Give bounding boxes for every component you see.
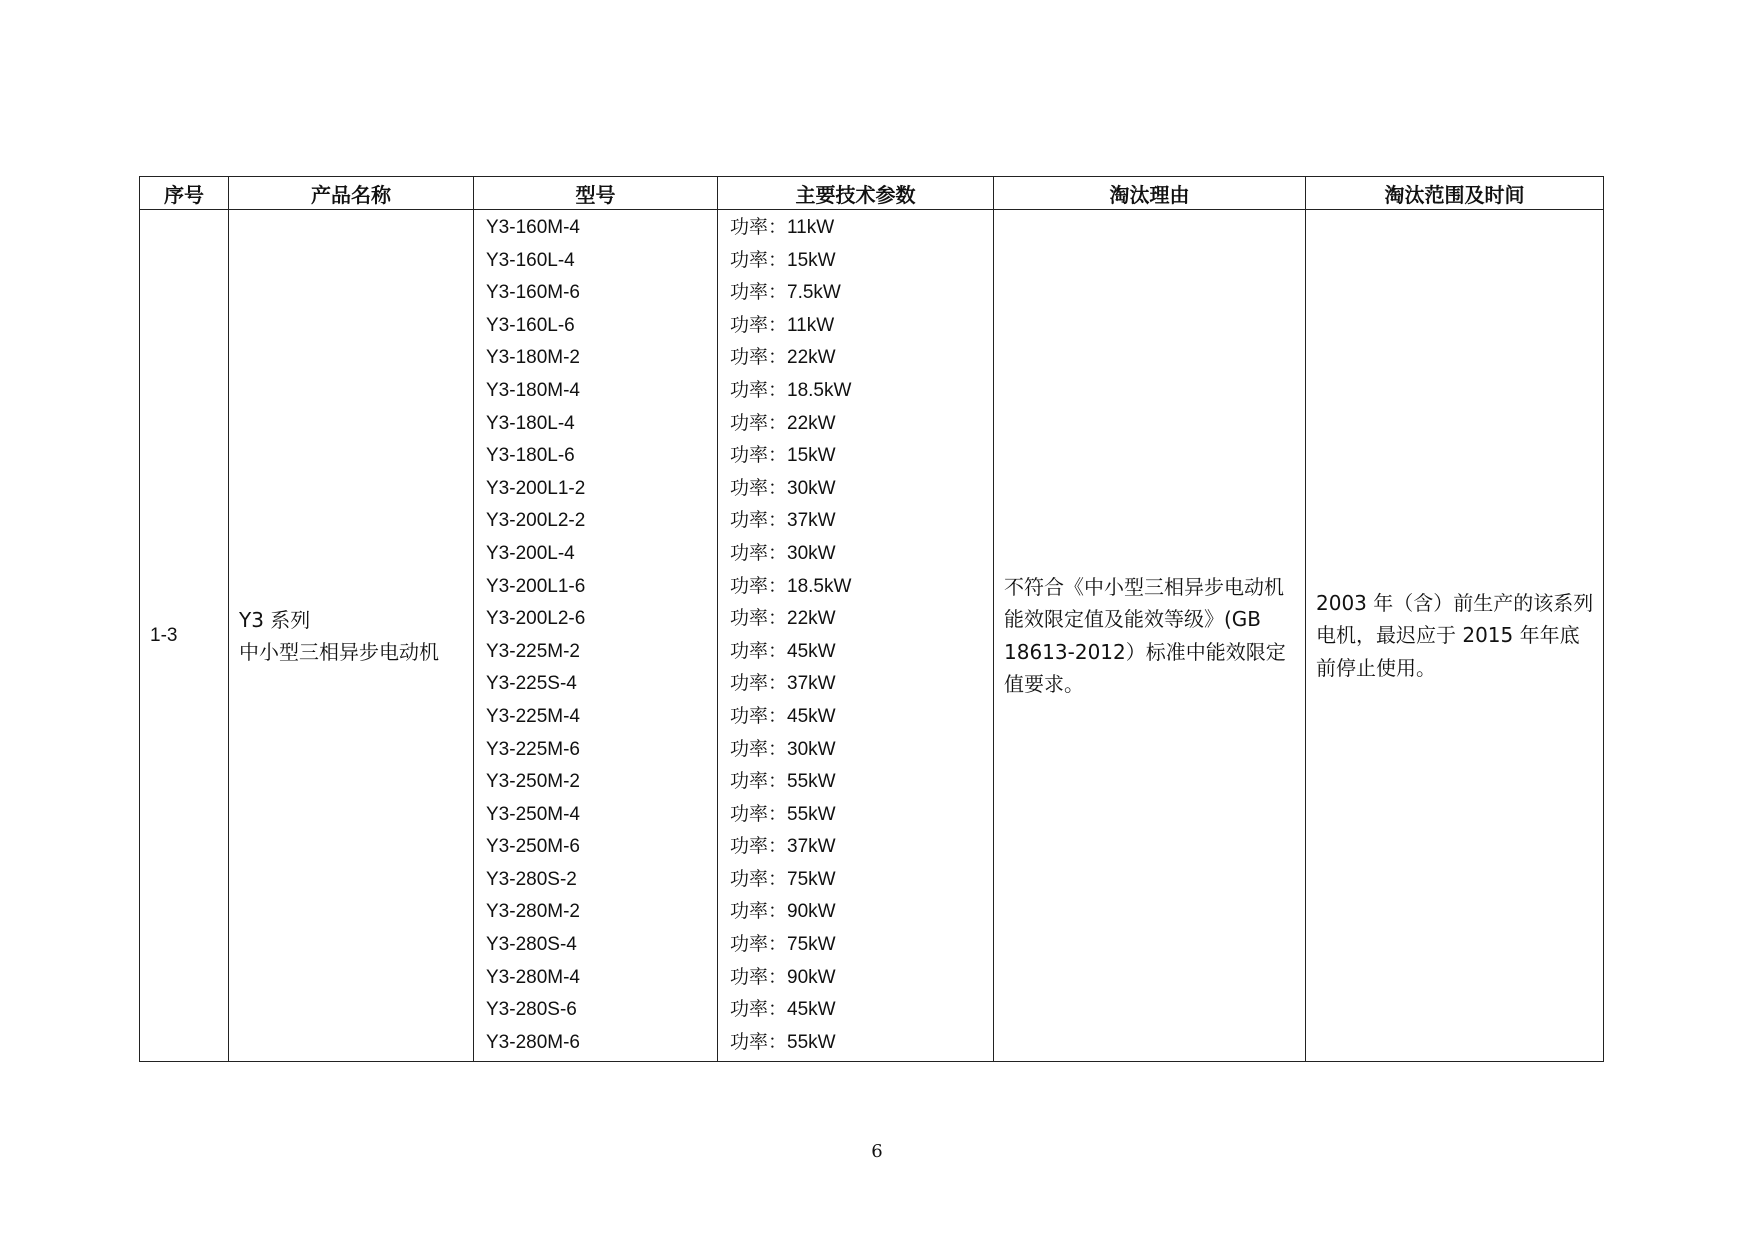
model-item: Y3-200L2-2 [486, 510, 586, 532]
param-item: 功率：22kW [730, 608, 836, 630]
header-no: 序号 [140, 177, 229, 210]
param-item: 功率：37kW [730, 673, 836, 695]
scope-cell: 2003 年（含）前生产的该系列电机，最迟应于 2015 年年底前停止使用。 [1306, 210, 1604, 1062]
param-item: 功率：45kW [730, 640, 836, 662]
model-item: Y3-180M-4 [486, 379, 580, 401]
param-item: 功率：11kW [730, 314, 835, 336]
param-item: 功率：55kW [730, 803, 836, 825]
table-row [140, 210, 1604, 1062]
product-name-cell [229, 210, 474, 1062]
product-name: 中小型三相异步电动机 [239, 639, 439, 664]
param-item: 功率：37kW [730, 510, 836, 532]
model-item: Y3-180L-4 [486, 412, 575, 434]
header-main-params: 主要技术参数 [718, 177, 994, 210]
model-item: Y3-160L-4 [486, 249, 575, 271]
model-item: Y3-225M-4 [486, 705, 580, 727]
model-item: Y3-250M-6 [486, 836, 580, 858]
model-item: Y3-280M-2 [486, 901, 580, 923]
model-item: Y3-250M-4 [486, 803, 580, 825]
header-model: 型号 [474, 177, 718, 210]
param-item: 功率：90kW [730, 966, 836, 988]
model-item: Y3-160M-4 [486, 217, 580, 238]
model-item: Y3-280S-6 [486, 999, 577, 1021]
model-item: Y3-225S-4 [486, 673, 577, 695]
table-header-row [140, 177, 1604, 210]
elimination-table [139, 176, 1604, 1062]
model-item: Y3-280M-4 [486, 966, 580, 988]
model-cell [474, 210, 718, 1062]
param-item: 功率：30kW [730, 477, 836, 499]
model-item: Y3-250M-2 [486, 771, 580, 793]
param-item: 功率：45kW [730, 999, 836, 1021]
model-item: Y3-280S-2 [486, 868, 577, 890]
model-item: Y3-225M-6 [486, 738, 580, 760]
param-item: 功率：7.5kW [730, 282, 841, 304]
model-item: Y3-200L-4 [486, 542, 575, 564]
model-item: Y3-160L-6 [486, 314, 575, 336]
header-scope-time: 淘汰范围及时间 [1306, 177, 1604, 210]
row-no: 1-3 [140, 210, 229, 1062]
model-item: Y3-225M-2 [486, 640, 580, 662]
model-list [474, 210, 717, 1061]
param-item: 功率：18.5kW [730, 575, 852, 597]
model-item: Y3-180L-6 [486, 445, 575, 467]
param-item: 功率：75kW [730, 934, 836, 956]
header-product-name: 产品名称 [229, 177, 474, 210]
param-item: 功率：11kW [730, 217, 835, 238]
reason-cell: 不符合《中小型三相异步电动机能效限定值及能效等级》(GB 18613-2012）标准中能效限定值要求。 [994, 210, 1306, 1062]
param-item: 功率：22kW [730, 347, 836, 369]
param-item: 功率：45kW [730, 705, 836, 727]
param-item: 功率：37kW [730, 836, 836, 858]
product-series: Y3 系列 [239, 607, 311, 632]
model-item: Y3-200L1-6 [486, 575, 586, 597]
param-item: 功率：55kW [730, 1031, 836, 1053]
param-item: 功率：18.5kW [730, 379, 852, 401]
param-item: 功率：55kW [730, 771, 836, 793]
param-cell [718, 210, 994, 1062]
model-item: Y3-280M-6 [486, 1031, 580, 1053]
param-item: 功率：75kW [730, 868, 836, 890]
page-number: 6 [871, 1141, 883, 1162]
param-item: 功率：22kW [730, 412, 836, 434]
param-item: 功率：15kW [730, 445, 836, 467]
param-item: 功率：90kW [730, 901, 836, 923]
param-item: 功率：15kW [730, 249, 836, 271]
header-reason: 淘汰理由 [994, 177, 1306, 210]
param-item: 功率：30kW [730, 738, 836, 760]
param-list [718, 210, 993, 1061]
param-item: 功率：30kW [730, 542, 836, 564]
model-item: Y3-200L2-6 [486, 608, 586, 630]
model-item: Y3-160M-6 [486, 282, 580, 304]
model-item: Y3-200L1-2 [486, 477, 586, 499]
model-item: Y3-180M-2 [486, 347, 580, 369]
model-item: Y3-280S-4 [486, 934, 577, 956]
